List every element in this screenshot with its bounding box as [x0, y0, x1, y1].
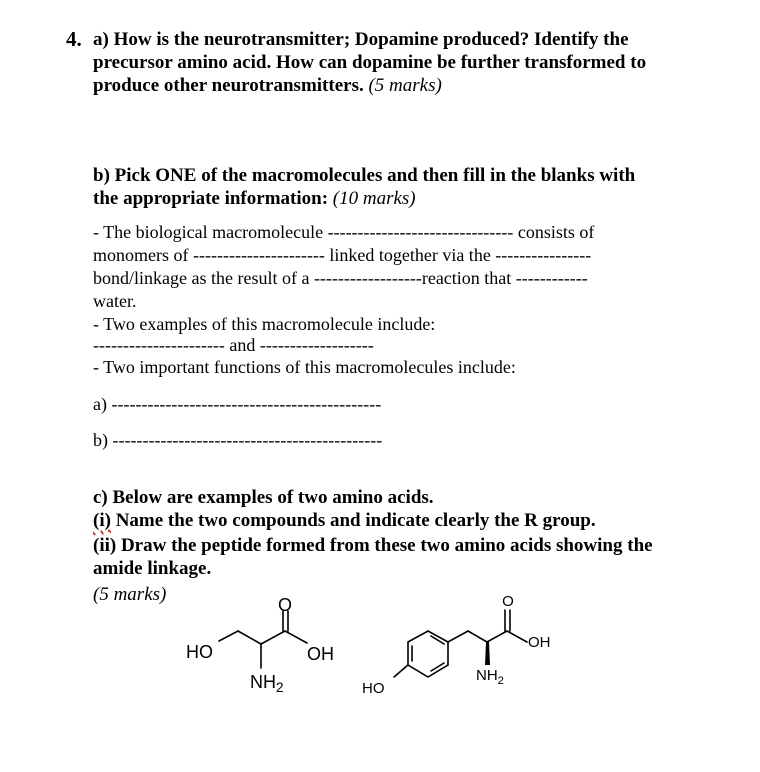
answer-line-b: b) ---------------------------------------------	[93, 430, 383, 450]
mol1-nh2-label: $NH_2$	[250, 672, 284, 695]
part-a-line-1: a) How is the neurotransmitter; Dopamine produced? Identify the	[93, 29, 629, 50]
part-c-roman-i: (i)	[93, 510, 111, 531]
fill-line-2: monomers of ---------------------- linked together via the ----------------	[93, 245, 592, 265]
mol2-oxygen-label: O	[502, 593, 514, 610]
fill-line-3: bond/linkage as the result of a ------------------reaction that ------------	[93, 268, 588, 288]
part-b-heading-2-text: the appropriate information:	[93, 188, 329, 209]
molecule-1-bonds	[219, 611, 307, 668]
fill-line-6: ---------------------- and -------------------	[93, 335, 374, 355]
part-c-line-1: c) Below are examples of two amino acids.	[93, 487, 434, 508]
part-c-marks: (5 marks)	[93, 584, 167, 605]
fill-line-4: water.	[93, 291, 137, 311]
question-number: 4.	[66, 27, 82, 51]
mol2-oh-label: OH	[528, 634, 551, 651]
mol2-ho-label: HO	[362, 680, 385, 697]
part-b-heading-1: b) Pick ONE of the macromolecules and then fill in the blanks with	[93, 165, 636, 186]
part-a-line-3-text: produce other neurotransmitters.	[93, 75, 364, 96]
molecule-2-labels	[362, 593, 551, 697]
molecule-1-labels	[186, 595, 334, 695]
mol1-oh-label: OH	[307, 644, 334, 664]
fill-line-7: - Two important functions of this macromolecules include:	[93, 357, 516, 377]
fill-line-5: - Two examples of this macromolecule include:	[93, 314, 436, 334]
part-a-line-2: precursor amino acid. How can dopamine be further transformed to	[93, 52, 647, 73]
part-c-line-2-text: Name the two compounds and indicate clearly the R group.	[115, 510, 596, 531]
fill-line-1: - The biological macromolecule ------------------------------- consists of	[93, 222, 595, 242]
part-a-marks: (5 marks)	[368, 75, 442, 96]
mol2-wedge-bond	[485, 642, 490, 665]
mol2-nh2-label: $NH_2$	[476, 667, 504, 687]
molecule-2-bonds	[394, 610, 527, 677]
part-c-line-3: (ii) Draw the peptide formed from these two amino acids showing the	[93, 535, 653, 556]
answer-line-a: a) ---------------------------------------------	[93, 394, 382, 414]
part-c-line-4: amide linkage.	[93, 558, 212, 579]
part-b-marks: (10 marks)	[332, 188, 416, 209]
mol1-ho-label: HO	[186, 642, 213, 662]
mol1-oxygen-label: O	[277, 595, 293, 615]
